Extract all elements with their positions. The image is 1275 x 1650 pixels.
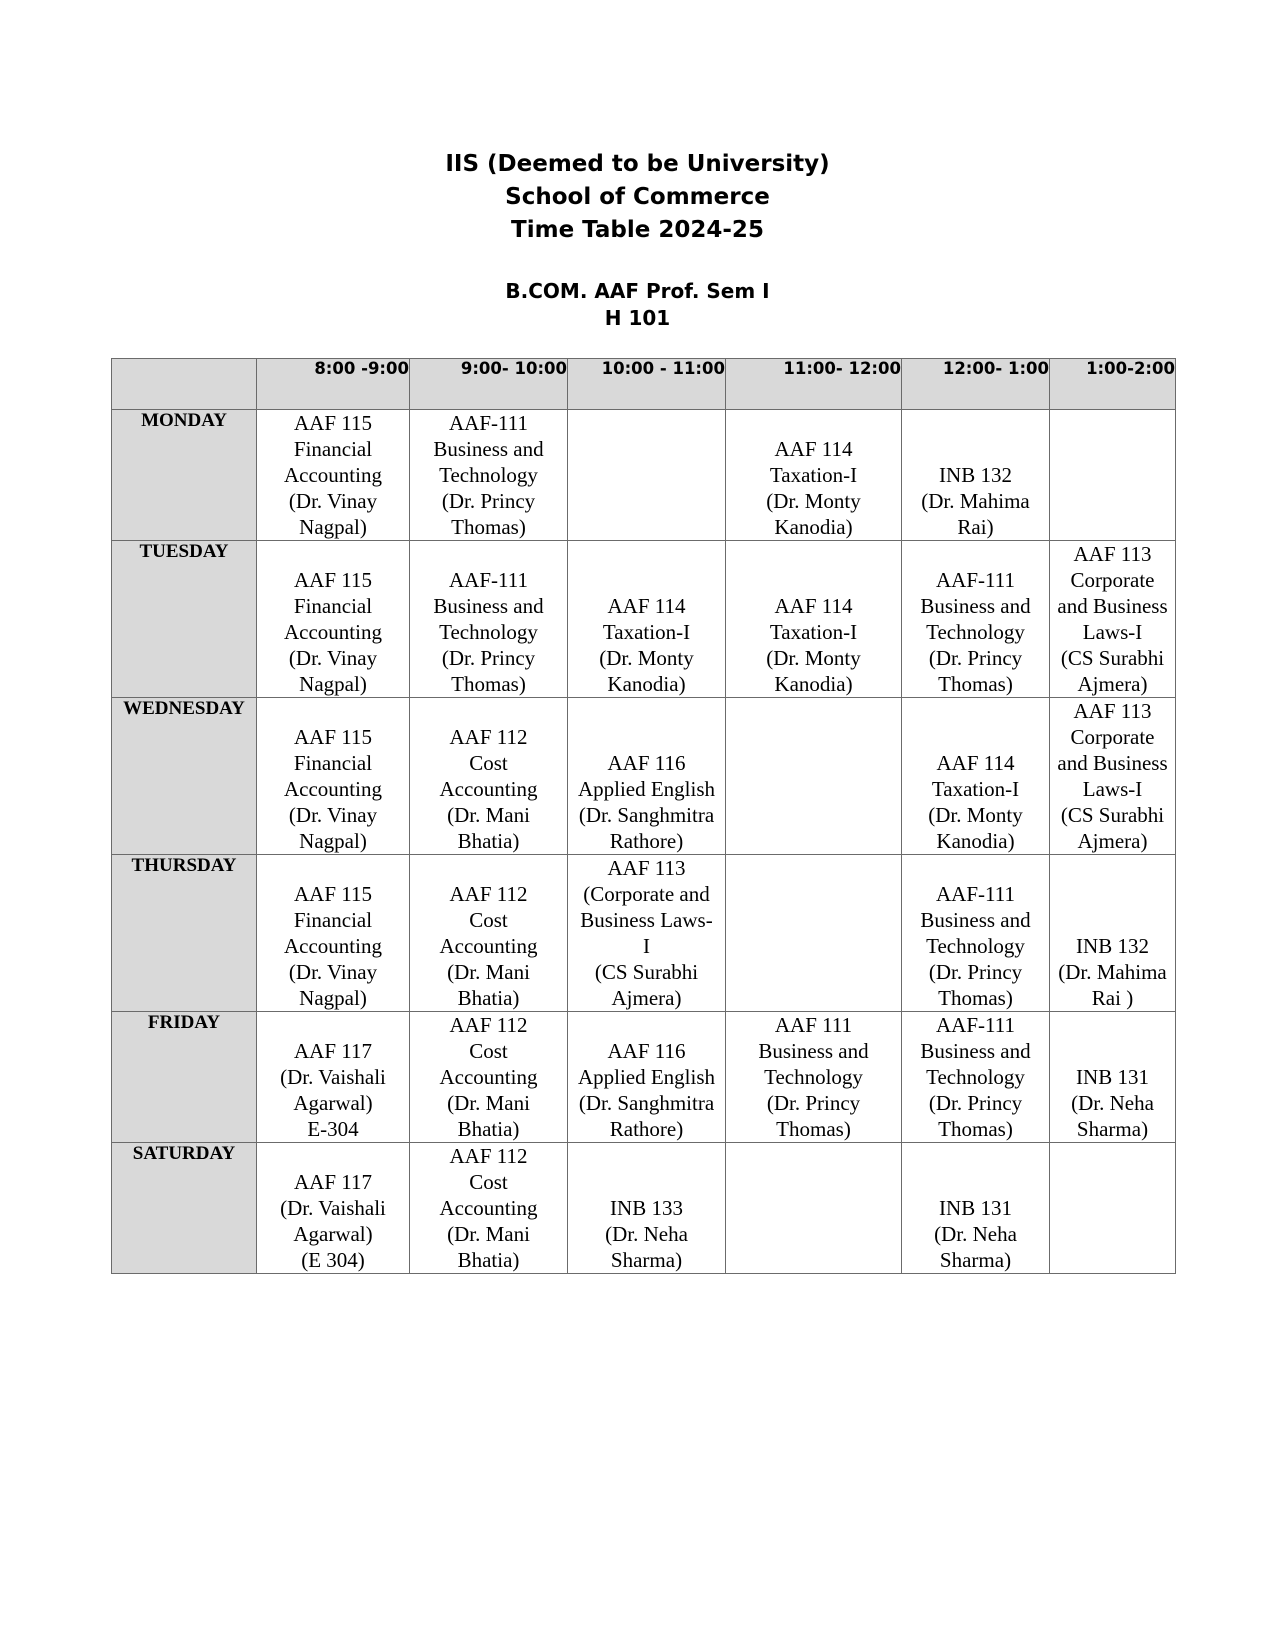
cell-line: (Dr. Monty: [766, 646, 861, 670]
empty-cell: [726, 1143, 902, 1274]
cell-line: Taxation-I: [931, 777, 1020, 801]
corner-cell: [112, 359, 257, 410]
cell-line: Technology: [439, 463, 538, 487]
cell-line: Applied English: [577, 1065, 716, 1089]
cell-line: Nagpal): [299, 986, 367, 1010]
cell-line: (Dr. Sanghmitra: [578, 1091, 715, 1115]
class-cell: [410, 1012, 568, 1143]
class-cell: [410, 855, 568, 1012]
cell-line: Bhatia): [457, 1248, 520, 1272]
cell-line: (Dr. Vinay: [288, 803, 378, 827]
cell-line: AAF 117: [294, 1170, 372, 1194]
class-cell: [257, 1012, 410, 1143]
cell-line: Technology: [764, 1065, 863, 1089]
class-cell: [257, 541, 410, 698]
cell-line: Accounting: [439, 1196, 538, 1220]
cell-line: AAF 112: [449, 882, 528, 906]
cell-line: (Dr. Neha: [605, 1222, 688, 1246]
cell-line: Financial: [293, 437, 373, 461]
cell-line: Rai ): [1091, 986, 1134, 1010]
cell-line: AAF 117: [294, 1039, 372, 1063]
cell-line: Ajmera): [1077, 829, 1148, 853]
cell-line: Bhatia): [457, 1117, 520, 1141]
cell-line: Rai): [957, 515, 994, 539]
cell-line: (CS Surabhi: [1060, 803, 1165, 827]
cell-line: (Dr. Monty: [928, 803, 1023, 827]
cell-line: AAF 111: [774, 1013, 853, 1037]
cell-line: Taxation-I: [769, 620, 858, 644]
class-cell: [257, 698, 410, 855]
cell-line: (Dr. Vinay: [288, 960, 378, 984]
cell-line: (Dr. Neha: [1071, 1091, 1154, 1115]
cell-line: Nagpal): [299, 829, 367, 853]
cell-line: Sharma): [939, 1248, 1012, 1272]
cell-line: Applied English: [577, 777, 716, 801]
university-name: IIS (Deemed to be University): [445, 151, 830, 177]
cell-line: (Dr. Mani: [447, 803, 530, 827]
cell-line: (Dr. Mani: [447, 1222, 530, 1246]
cell-line: Sharma): [1076, 1117, 1149, 1141]
cell-line: AAF 115: [294, 568, 372, 592]
class-cell: [410, 1143, 568, 1274]
cell-line: AAF 114: [936, 751, 1015, 775]
cell-line: INB 131: [939, 1196, 1012, 1220]
cell-line: E-304: [307, 1117, 359, 1141]
class-cell: [726, 410, 902, 541]
document-title-block: [0, 148, 1275, 247]
cell-line: AAF-111: [449, 411, 528, 435]
cell-line: AAF 115: [294, 411, 372, 435]
cell-line: Financial: [293, 594, 373, 618]
cell-line: Ajmera): [611, 986, 682, 1010]
cell-line: INB 131: [1076, 1065, 1149, 1089]
cell-line: Cost: [469, 1039, 508, 1063]
time-slot-header: 8:00 -9:00: [257, 359, 410, 410]
cell-line: (Dr. Mahima: [921, 489, 1030, 513]
program-block: [0, 278, 1275, 332]
program-name: B.COM. AAF Prof. Sem I: [505, 279, 770, 303]
class-cell: [902, 1012, 1050, 1143]
cell-line: Business and: [433, 594, 544, 618]
class-cell: [568, 698, 726, 855]
cell-line: (Dr. Vinay: [288, 489, 378, 513]
cell-line: Bhatia): [457, 829, 520, 853]
cell-line: AAF 112: [449, 725, 528, 749]
cell-line: (Dr. Monty: [766, 489, 861, 513]
class-cell: [568, 855, 726, 1012]
cell-line: (Dr. Princy: [441, 489, 536, 513]
cell-line: (Dr. Monty: [599, 646, 694, 670]
class-cell: [726, 1012, 902, 1143]
day-label: FRIDAY: [112, 1012, 257, 1143]
class-cell: [257, 410, 410, 541]
cell-line: (Corporate and: [583, 882, 710, 906]
cell-line: Laws-I: [1082, 620, 1143, 644]
day-label: MONDAY: [112, 410, 257, 541]
time-slot-header: 11:00- 12:00: [726, 359, 902, 410]
cell-line: AAF 112: [449, 1144, 528, 1168]
class-cell: [410, 698, 568, 855]
cell-line: Corporate: [1070, 568, 1155, 592]
cell-line: I: [643, 934, 650, 958]
cell-line: (Dr. Mahima: [1058, 960, 1167, 984]
cell-line: Business Laws-: [580, 908, 713, 932]
class-cell: [902, 410, 1050, 541]
cell-line: Accounting: [284, 620, 382, 644]
table-row: [112, 410, 1176, 541]
timetable: [111, 358, 1176, 1274]
cell-line: (Dr. Princy: [928, 960, 1023, 984]
cell-line: and Business: [1057, 594, 1168, 618]
cell-line: (Dr. Sanghmitra: [578, 803, 715, 827]
cell-line: Taxation-I: [602, 620, 691, 644]
cell-line: (Dr. Vaishali: [280, 1065, 386, 1089]
cell-line: Accounting: [439, 934, 538, 958]
cell-line: Agarwal): [293, 1222, 373, 1246]
cell-line: Taxation-I: [769, 463, 858, 487]
cell-line: (Dr. Neha: [934, 1222, 1017, 1246]
class-cell: [410, 410, 568, 541]
cell-line: Nagpal): [299, 515, 367, 539]
timetable-year: Time Table 2024-25: [511, 217, 764, 243]
day-label: TUESDAY: [112, 541, 257, 698]
cell-line: (Dr. Princy: [928, 1091, 1023, 1115]
cell-line: Corporate: [1070, 725, 1155, 749]
cell-line: AAF 114: [607, 594, 686, 618]
cell-line: AAF-111: [936, 568, 1015, 592]
cell-line: Rathore): [609, 829, 684, 853]
cell-line: Financial: [293, 751, 373, 775]
cell-line: Technology: [926, 934, 1025, 958]
cell-line: Cost: [469, 908, 508, 932]
cell-line: AAF 114: [774, 594, 853, 618]
cell-line: (Dr. Princy: [766, 1091, 861, 1115]
cell-line: (Dr. Princy: [928, 646, 1023, 670]
cell-line: Business and: [920, 594, 1031, 618]
cell-line: Financial: [293, 908, 373, 932]
class-cell: [410, 541, 568, 698]
empty-cell: [1050, 410, 1176, 541]
cell-line: Business and: [920, 908, 1031, 932]
cell-line: (E 304): [301, 1248, 365, 1272]
class-cell: [257, 855, 410, 1012]
cell-line: (Dr. Vaishali: [280, 1196, 386, 1220]
cell-line: Accounting: [284, 463, 382, 487]
class-cell: [1050, 698, 1176, 855]
time-slot-header: 10:00 - 11:00: [568, 359, 726, 410]
cell-line: Nagpal): [299, 672, 367, 696]
school-name: School of Commerce: [505, 184, 770, 210]
cell-line: Thomas): [451, 672, 526, 696]
cell-line: (Dr. Mani: [447, 1091, 530, 1115]
cell-line: Technology: [439, 620, 538, 644]
cell-line: AAF 115: [294, 882, 372, 906]
empty-cell: [1050, 1143, 1176, 1274]
cell-line: INB 132: [1076, 934, 1149, 958]
class-cell: [1050, 1012, 1176, 1143]
cell-line: Rathore): [609, 1117, 684, 1141]
time-slot-header: 1:00-2:00: [1050, 359, 1176, 410]
cell-line: and Business: [1057, 751, 1168, 775]
empty-cell: [568, 410, 726, 541]
cell-line: Accounting: [284, 934, 382, 958]
class-cell: [1050, 855, 1176, 1012]
class-cell: [568, 1012, 726, 1143]
cell-line: Technology: [926, 620, 1025, 644]
table-row: [112, 1012, 1176, 1143]
cell-line: INB 132: [939, 463, 1012, 487]
cell-line: Thomas): [938, 986, 1013, 1010]
class-cell: [1050, 541, 1176, 698]
cell-line: (CS Surabhi: [594, 960, 699, 984]
cell-line: Thomas): [776, 1117, 851, 1141]
cell-line: Thomas): [938, 672, 1013, 696]
cell-line: Accounting: [439, 1065, 538, 1089]
time-header-row: [112, 359, 1176, 410]
cell-line: AAF 112: [449, 1013, 528, 1037]
cell-line: Business and: [433, 437, 544, 461]
cell-line: Thomas): [451, 515, 526, 539]
cell-line: Ajmera): [1077, 672, 1148, 696]
cell-line: Kanodia): [607, 672, 686, 696]
cell-line: Cost: [469, 751, 508, 775]
cell-line: Agarwal): [293, 1091, 373, 1115]
cell-line: AAF 113: [607, 856, 686, 880]
timetable-body: [112, 410, 1176, 1274]
cell-line: Laws-I: [1082, 777, 1143, 801]
cell-line: Kanodia): [774, 672, 853, 696]
cell-line: AAF 116: [607, 1039, 686, 1063]
cell-line: INB 133: [610, 1196, 683, 1220]
cell-line: Technology: [926, 1065, 1025, 1089]
cell-line: AAF 116: [607, 751, 686, 775]
time-slot-header: 12:00- 1:00: [902, 359, 1050, 410]
class-cell: [902, 1143, 1050, 1274]
cell-line: AAF 114: [774, 437, 853, 461]
cell-line: AAF-111: [936, 1013, 1015, 1037]
class-cell: [902, 855, 1050, 1012]
class-cell: [257, 1143, 410, 1274]
day-label: SATURDAY: [112, 1143, 257, 1274]
cell-line: AAF 113: [1073, 542, 1152, 566]
cell-line: AAF-111: [449, 568, 528, 592]
cell-line: (Dr. Vinay: [288, 646, 378, 670]
cell-line: Cost: [469, 1170, 508, 1194]
empty-cell: [726, 855, 902, 1012]
table-row: [112, 541, 1176, 698]
class-cell: [902, 541, 1050, 698]
cell-line: AAF 115: [294, 725, 372, 749]
table-row: [112, 855, 1176, 1012]
cell-line: Kanodia): [936, 829, 1015, 853]
empty-cell: [726, 698, 902, 855]
day-label: WEDNESDAY: [112, 698, 257, 855]
class-cell: [568, 1143, 726, 1274]
class-cell: [902, 698, 1050, 855]
class-cell: [726, 541, 902, 698]
room-number: H 101: [604, 306, 671, 330]
cell-line: Kanodia): [774, 515, 853, 539]
cell-line: AAF-111: [936, 882, 1015, 906]
cell-line: (Dr. Mani: [447, 960, 530, 984]
time-slot-header: 9:00- 10:00: [410, 359, 568, 410]
cell-line: Sharma): [610, 1248, 683, 1272]
cell-line: (Dr. Princy: [441, 646, 536, 670]
day-label: THURSDAY: [112, 855, 257, 1012]
table-row: [112, 698, 1176, 855]
cell-line: Thomas): [938, 1117, 1013, 1141]
table-row: [112, 1143, 1176, 1274]
cell-line: (CS Surabhi: [1060, 646, 1165, 670]
cell-line: Business and: [920, 1039, 1031, 1063]
cell-line: Bhatia): [457, 986, 520, 1010]
class-cell: [568, 541, 726, 698]
cell-line: AAF 113: [1073, 699, 1152, 723]
cell-line: Accounting: [284, 777, 382, 801]
cell-line: Business and: [758, 1039, 869, 1063]
cell-line: Accounting: [439, 777, 538, 801]
